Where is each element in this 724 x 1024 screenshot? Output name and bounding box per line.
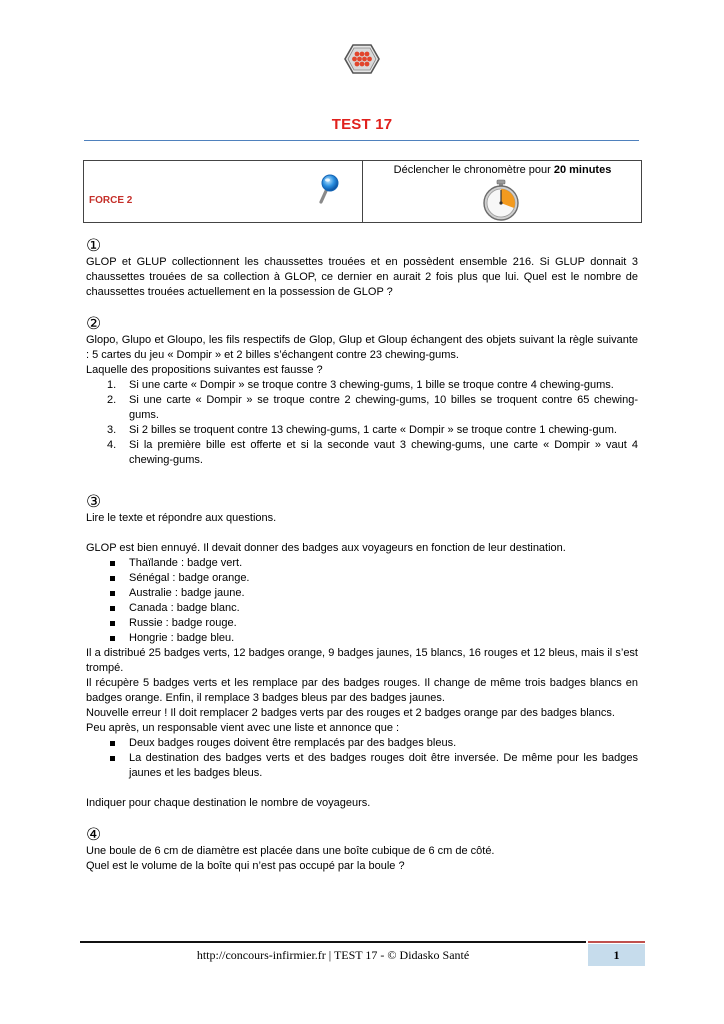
- proposition-number: 2.: [107, 394, 117, 406]
- destination-item: Hongrie : badge bleu.: [86, 631, 638, 646]
- question-3-paragraph-4: Peu après, un responsable vient avec une liste et annonce que :: [86, 722, 400, 734]
- question-2-intro: Glopo, Glupo et Gloupo, les fils respectifs de Glop, Glup et Gloup échangent des objets suivant la règle suivante : 5 cartes du jeu « Dompir » et 2 billes s’échangent contre 23 chewing-gums.: [86, 334, 638, 361]
- footer-text: http://concours-infirmier.fr | TEST 17 - © Didasko Santé: [196, 948, 470, 962]
- question-1-text: GLOP et GLUP collectionnent les chaussettes trouées et en possèdent ensemble 216. Si GLUP donnait 3 chaussettes trouées de sa collection à GLOP, ce dernier en aurait 2 fois plus que lui. Quel est le nombre de chaussettes trouées actuellement en la possession de GLOP ?: [86, 256, 638, 298]
- page-number: 1: [588, 944, 645, 966]
- timer-prefix: Déclencher le chronomètre pour: [393, 164, 554, 176]
- proposition-number: 1.: [107, 379, 117, 391]
- question-3-paragraph-1: Il a distribué 25 badges verts, 12 badges orange, 9 badges jaunes, 15 blancs, 16 rouges et 12 bleus, mais il s’est trompé.: [86, 647, 638, 674]
- proposition-item: [86, 378, 638, 393]
- question-2-propositions: [86, 378, 638, 468]
- destination-item: Canada : badge blanc.: [86, 601, 638, 616]
- announcement-item: Deux badges rouges doivent être remplacés par des badges bleus.: [86, 736, 638, 751]
- timer-duration: 20 minutes: [553, 164, 612, 176]
- question-4-line-2: Quel est le volume de la boîte qui n’est pas occupé par la boule ?: [86, 860, 405, 872]
- title-divider: [84, 140, 639, 141]
- destination-item: Sénégal : badge orange.: [86, 571, 638, 586]
- destination-item: Thaïlande : badge vert.: [86, 556, 638, 571]
- question-3-paragraph-2: Il récupère 5 badges verts et les remplace par des badges rouges. Il change de même trois badges blancs en badges orange. Enfin, il remplace 3 badges bleus par des badges jaunes.: [86, 677, 638, 704]
- proposition-text: Si une carte « Dompir » se troque contre 3 chewing-gums, 1 bille se troque contre 4 chewing-gums.: [129, 379, 614, 391]
- proposition-item: [86, 438, 638, 468]
- test-content: [86, 236, 638, 874]
- question-3-number: ③: [86, 492, 102, 511]
- footer-divider: [80, 941, 586, 943]
- question-1-number: ①: [86, 236, 102, 255]
- question-4-number: ④: [86, 825, 102, 844]
- info-box: [83, 160, 642, 223]
- question-4-line-1: Une boule de 6 cm de diamètre est placée dans une boîte cubique de 6 cm de côté.: [86, 845, 495, 857]
- proposition-text: Si la première bille est offerte et si la seconde vaut 3 chewing-gums, une carte « Dompir » vaut 4 chewing-gums.: [129, 439, 638, 466]
- hexagon-dots-logo-icon: [344, 44, 380, 74]
- question-3-task: Indiquer pour chaque destination le nombre de voyageurs.: [86, 797, 371, 809]
- question-2-prompt: Laquelle des propositions suivantes est fausse ?: [86, 364, 323, 376]
- question-2-number: ②: [86, 314, 102, 333]
- proposition-text: Si 2 billes se troquent contre 13 chewing-gums, 1 carte « Dompir » se troque contre 1 chewing-gum.: [129, 424, 617, 436]
- question-3-intro: GLOP est bien ennuyé. Il devait donner des badges aux voyageurs en fonction de leur destination.: [86, 542, 566, 554]
- stopwatch-icon: [479, 179, 523, 221]
- proposition-number: 3.: [107, 424, 117, 436]
- question-3-instruction: Lire le texte et répondre aux questions.: [86, 512, 277, 524]
- proposition-number: 4.: [107, 439, 117, 451]
- footer-accent-divider: [588, 941, 645, 943]
- page-title: TEST 17: [331, 116, 393, 133]
- proposition-text: Si une carte « Dompir » se troque contre 2 chewing-gums, 10 billes se troquent contre 65 chewing-gums.: [129, 394, 638, 421]
- force-label: FORCE 2: [89, 195, 133, 206]
- destination-item: Russie : badge rouge.: [86, 616, 638, 631]
- question-3-paragraph-3: Nouvelle erreur ! Il doit remplacer 2 badges verts par des rouges et 2 badges orange par des badges blancs.: [86, 707, 615, 719]
- timer-instruction: [363, 164, 642, 176]
- proposition-item: [86, 393, 638, 423]
- destination-item: Australie : badge jaune.: [86, 586, 638, 601]
- announcement-item: La destination des badges verts et des badges rouges doit être inversée. De même pour les badges jaunes et les badges bleus.: [86, 751, 638, 781]
- destination-list: [86, 556, 638, 646]
- announcement-list: [86, 736, 638, 781]
- magnifier-icon: [318, 173, 340, 205]
- proposition-item: [86, 423, 638, 438]
